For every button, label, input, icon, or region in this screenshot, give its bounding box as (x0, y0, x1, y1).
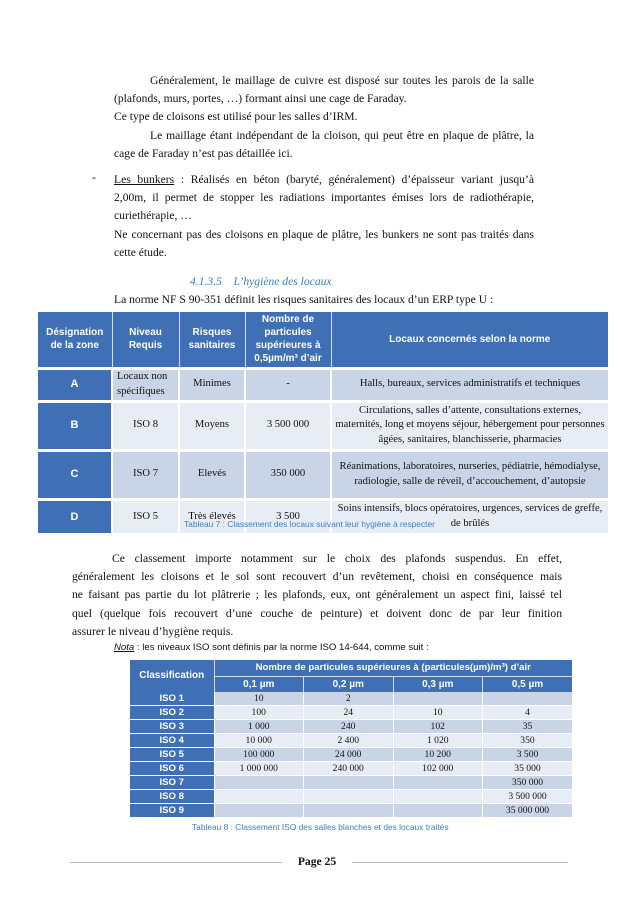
table-row (130, 790, 572, 804)
zone-cell: B (38, 401, 112, 450)
intro-paragraph (114, 72, 534, 163)
ceiling-paragraph (72, 550, 562, 641)
level-cell: ISO 7 (112, 450, 179, 499)
value-cell: 240 000 (304, 762, 394, 776)
value-cell: 350 000 (483, 776, 573, 790)
locaux-cell: Halls, bureaux, services administratifs et techniques (331, 368, 608, 401)
zone-cell: D (38, 499, 112, 533)
bunkers-line: Ne concernant pas des cloisons en plaque de plâtre, les bunkers ne sont pas traités dans (114, 227, 534, 241)
particles-cell: - (245, 368, 331, 401)
iso-class-cell: ISO 3 (130, 720, 214, 734)
table-row (130, 776, 572, 790)
locaux-cell: Soins intensifs, blocs opératoires, urgences, services de greffe, de brûlés (331, 499, 608, 533)
value-cell (214, 804, 304, 818)
zone-cell: A (38, 368, 112, 401)
level-cell: ISO 5 (112, 499, 179, 533)
value-cell: 3 500 (483, 748, 573, 762)
section-heading: 4.1.3.5 L’hygiène des locaux (190, 275, 332, 288)
value-cell: 1 000 000 (214, 762, 304, 776)
value-cell (214, 776, 304, 790)
ceiling-line: généralement les cloisons et le sol sont recouvert d’un revêtement, choisi en conséquence mais (72, 570, 562, 584)
intro-line: (plafonds, murs, portes, …) formant ainsi une cage de Faraday. (114, 92, 407, 106)
table-row (130, 734, 572, 748)
table-row (130, 748, 572, 762)
value-cell (304, 804, 394, 818)
iso-class-cell: ISO 4 (130, 734, 214, 748)
bullet-dash: - (92, 171, 96, 184)
value-cell: 10 000 (214, 734, 304, 748)
value-cell: 102 000 (393, 762, 483, 776)
value-cell: 4 (483, 706, 573, 720)
value-cell: 24 (304, 706, 394, 720)
table-row (38, 450, 608, 499)
bunkers-line: 2,00m, il permet de stopper les radiations importantes émises lors de radiothérapie, (114, 191, 534, 205)
table-row (130, 706, 572, 720)
value-cell (304, 790, 394, 804)
value-cell: 240 (304, 720, 394, 734)
value-cell: 100 000 (214, 748, 304, 762)
ceiling-line: ne faisant pas partie du lot plâtrerie ; les plafonds, eux, ont généralement un aspect fini, laissé tel (72, 588, 562, 602)
iso-table-header (130, 660, 572, 677)
table-row (38, 368, 608, 401)
value-cell: 1 000 (214, 720, 304, 734)
value-cell: 24 000 (304, 748, 394, 762)
table-row (130, 762, 572, 776)
header-locaux: Locaux concernés selon la norme (331, 312, 608, 368)
value-cell (483, 692, 573, 706)
table-row (130, 720, 572, 734)
intro-line: cage de Faraday n’est pas détaillée ici. (114, 146, 293, 160)
table7-caption: Tableau 7 : Classement des locaux suivant leur hygiène à respecter (184, 519, 435, 529)
header-size-0-1: 0,1 µm (214, 677, 304, 693)
level-cell: Locaux non spécifiques (112, 368, 179, 401)
table-row (130, 804, 572, 818)
iso-class-cell: ISO 2 (130, 706, 214, 720)
value-cell: 1 020 (393, 734, 483, 748)
risk-cell: Elevés (179, 450, 245, 499)
iso-class-cell: ISO 8 (130, 790, 214, 804)
bunkers-line: curiethérapie, … (114, 209, 192, 223)
value-cell: 2 400 (304, 734, 394, 748)
value-cell: 10 (393, 706, 483, 720)
iso-class-cell: ISO 9 (130, 804, 214, 818)
iso-class-cell: ISO 6 (130, 762, 214, 776)
iso-class-cell: ISO 1 (130, 692, 214, 706)
header-classification: Classification (130, 660, 214, 692)
value-cell: 35 000 (483, 762, 573, 776)
value-cell: 35 (483, 720, 573, 734)
header-size-0-3: 0,3 µm (393, 677, 483, 693)
hygiene-table (38, 312, 608, 533)
footer-rule-right (352, 862, 568, 863)
value-cell (393, 692, 483, 706)
zone-cell: C (38, 450, 112, 499)
bunkers-line: Les bunkers : Réalisés en béton (baryté, généralement) d’épaisseur variant jusqu’à (114, 173, 534, 186)
risk-cell: Très élevés (179, 499, 245, 533)
risk-cell: Moyens (179, 401, 245, 450)
bunkers-line: cette étude. (114, 245, 167, 259)
iso-class-cell: ISO 7 (130, 776, 214, 790)
risk-cell: Minimes (179, 368, 245, 401)
table8-caption: Tableau 8 : Classement ISO des salles blanches et des locaux traités (192, 822, 449, 832)
bunkers-paragraph (114, 171, 534, 262)
bunkers-label: Les bunkers (114, 173, 175, 186)
footer-rule-left (70, 862, 282, 863)
value-cell: 10 200 (393, 748, 483, 762)
value-cell (304, 776, 394, 790)
value-cell (393, 776, 483, 790)
table-row (130, 692, 572, 706)
value-cell: 3 500 000 (483, 790, 573, 804)
header-risk: Risques sanitaires (179, 312, 245, 368)
nota-line (114, 642, 429, 653)
iso-class-cell: ISO 5 (130, 748, 214, 762)
header-zone: Désignation de la zone (38, 312, 112, 368)
intro-line: Ce type de cloisons est utilisé pour les salles d’IRM. (114, 110, 358, 124)
page-number: Page 25 (297, 855, 337, 868)
header-level: Niveau Requis (112, 312, 179, 368)
header-size-0-2: 0,2 µm (304, 677, 394, 693)
iso-table (130, 660, 572, 818)
value-cell: 35 000 000 (483, 804, 573, 818)
level-cell: ISO 8 (112, 401, 179, 450)
ceiling-line: Ce classement importe notamment sur le choix des plafonds suspendus. En effet, (112, 552, 562, 565)
value-cell: 10 (214, 692, 304, 706)
ceiling-line: quel (quelque fois recouvert d’une couche de peinture) et doivent donc de par leur finition (72, 606, 562, 620)
intro-line: Généralement, le maillage de cuivre est disposé sur toutes les parois de la salle (150, 74, 534, 87)
particles-cell: 3 500 (245, 499, 331, 533)
table-row (38, 401, 608, 450)
value-cell: 100 (214, 706, 304, 720)
locaux-cell: Réanimations, laboratoires, nurseries, pédiatrie, hémodialyse, radiologie, salle de réveil, d’accouchement, d’autopsie (331, 450, 608, 499)
value-cell (393, 790, 483, 804)
value-cell (393, 804, 483, 818)
header-particles: Nombre de particules supérieures à 0,5µm/m³ d’air (245, 312, 331, 368)
header-size-0-5: 0,5 µm (483, 677, 573, 693)
value-cell: 350 (483, 734, 573, 748)
header-particle-group: Nombre de particules supérieures à (particules(µm)/m³) d’air (214, 660, 572, 677)
particles-cell: 350 000 (245, 450, 331, 499)
value-cell: 102 (393, 720, 483, 734)
nota-label: Nota (114, 642, 135, 653)
value-cell: 2 (304, 692, 394, 706)
ceiling-line: assurer le niveau d’hygiène requis. (72, 624, 234, 638)
nota-text: : les niveaux ISO sont définis par la norme ISO 14-644, comme suit : (134, 642, 429, 653)
intro-line: Le maillage étant indépendant de la cloison, qui peut être en plaque de plâtre, la (150, 128, 534, 142)
value-cell (214, 790, 304, 804)
particles-cell: 3 500 000 (245, 401, 331, 450)
hygiene-table-header (38, 312, 608, 368)
section-intro: La norme NF S 90-351 définit les risques sanitaires des locaux d’un ERP type U : (114, 293, 494, 306)
locaux-cell: Circulations, salles d’attente, consultations externes, maternités, long et moyens séjour, hébergement pour personnes âgées, sanitaires, blanchisserie, pharmacies (331, 401, 608, 450)
